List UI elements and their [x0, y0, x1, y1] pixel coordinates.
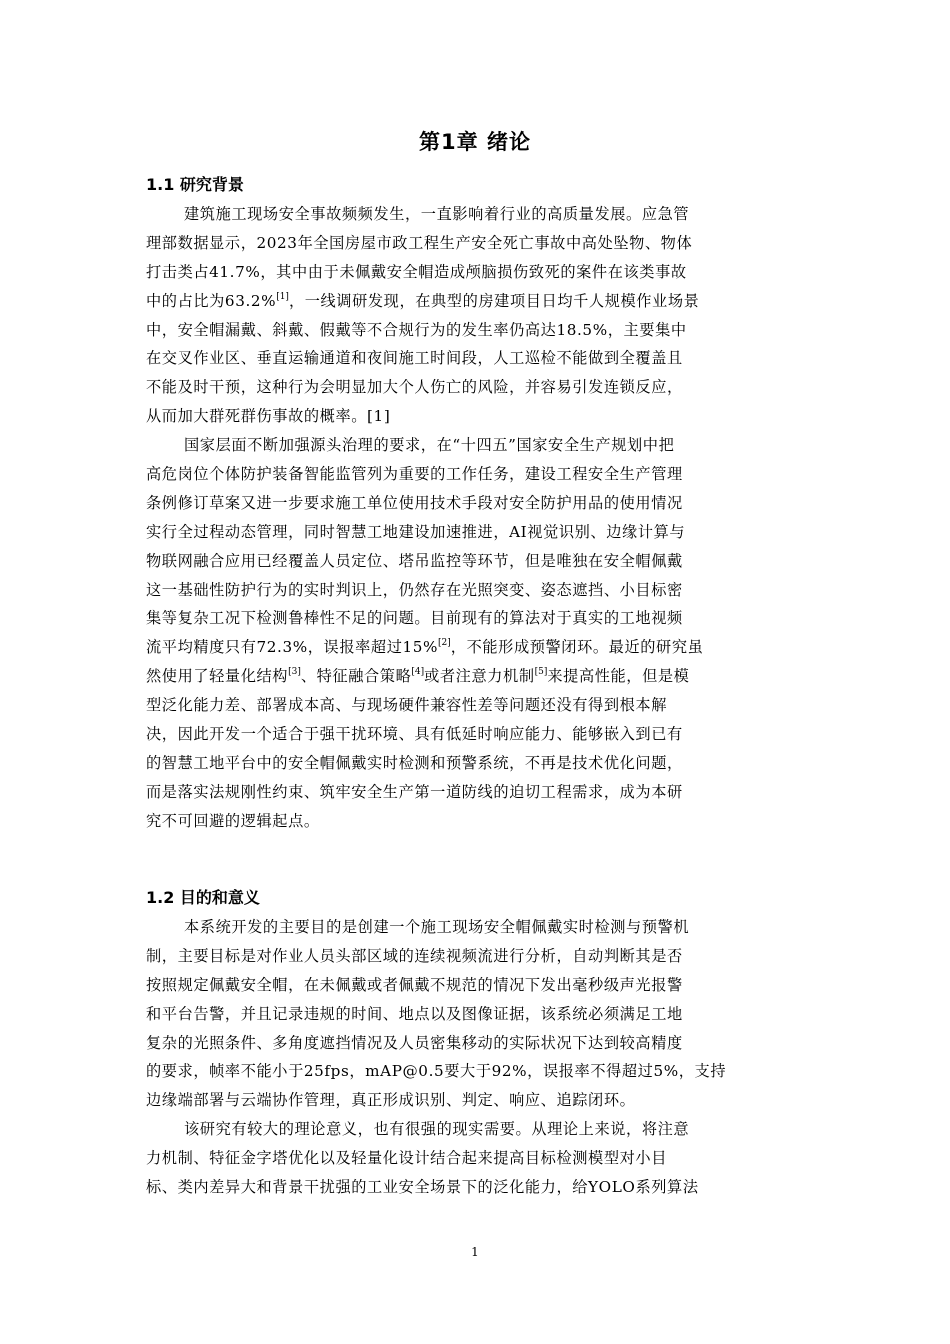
- text-line: [146, 489, 806, 518]
- text-segment: 然使用了轻量化结构: [146, 667, 289, 686]
- page-number: 1: [471, 1245, 479, 1259]
- text-segment: 而是落实法规刚性约束、筑牢安全生产第一道防线的迫切工程需求，成为本研: [146, 782, 683, 801]
- text-segment: 物联网融合应用已经覆盖人员定位、塔吊监控等环节，但是唯独在安全帽佩戴: [146, 551, 683, 570]
- text-line: [146, 518, 806, 547]
- text-segment: 复杂的光照条件、多角度遮挡情况及人员密集移动的实际状况下达到较高精度: [146, 1033, 683, 1052]
- text-segment: 本系统开发的主要目的是创建一个施工现场安全帽佩戴实时检测与预警机: [184, 918, 690, 936]
- text-segment: 理部数据显示，2023年全国房屋市政工程生产安全死亡事故中高处坠物、物体: [146, 233, 693, 252]
- text-line: [146, 691, 806, 720]
- text-line: [146, 258, 806, 287]
- text-segment: 的智慧工地平台中的安全帽佩戴实时检测和预警系统，不再是技术优化问题，: [146, 753, 683, 772]
- text-line: [146, 1029, 806, 1058]
- text-segment: ，不能形成预警闭环。最近的研究虽: [450, 638, 704, 657]
- text-line: [146, 1086, 806, 1115]
- text-segment: 的要求，帧率不能小于25fps，mAP@0.5要大于92%，误报率不得超过5%，支持: [146, 1062, 727, 1081]
- text-segment: 国家层面不断加强源头治理的要求，在“十四五”国家安全生产规划中把: [184, 436, 675, 455]
- text-line: [146, 1057, 806, 1086]
- text-line: [146, 913, 806, 942]
- text-line: [146, 662, 806, 691]
- text-segment: 不能及时干预，这种行为会明显加大个人伤亡的风险，并容易引发连锁反应，: [146, 378, 683, 397]
- text-segment: 这一基础性防护行为的实时判识上，仍然存在光照突变、姿态遮挡、小目标密: [146, 580, 683, 599]
- text-segment: 型泛化能力差、部署成本高、与现场硬件兼容性差等问题还没有得到根本解: [146, 696, 667, 715]
- section-heading-research-background: 1.1 研究背景: [146, 175, 244, 194]
- text-segment: 和平台告警，并且记录违规的时间、地点以及图像证据，该系统必须满足工地: [146, 1004, 683, 1023]
- text-line: [146, 229, 806, 258]
- text-line: [146, 604, 806, 633]
- text-segment: 来提高性能，但是模: [547, 667, 690, 686]
- text-line: [146, 778, 806, 807]
- paragraph: [146, 200, 806, 431]
- text-segment: 决，因此开发一个适合于强干扰环境、具有低延时响应能力、能够嵌入到已有: [146, 725, 683, 744]
- citation-marker: [3]: [288, 667, 301, 678]
- text-line: [146, 200, 806, 229]
- text-segment: 条例修订草案又进一步要求施工单位使用技术手段对安全防护用品的使用情况: [146, 493, 683, 512]
- paragraph: [146, 431, 806, 835]
- section-heading-purpose-significance: 1.2 目的和意义: [146, 888, 260, 907]
- text-line: [146, 720, 806, 749]
- text-line: [146, 942, 806, 971]
- text-segment: 打击类占41.7%，其中由于未佩戴安全帽造成颅脑损伤致死的案件在该类事故: [146, 262, 687, 281]
- citation-marker: [4]: [411, 667, 425, 678]
- paragraph: [146, 913, 806, 1115]
- citation-marker: [2]: [438, 638, 451, 649]
- text-line: [146, 1000, 806, 1029]
- text-line: [146, 576, 806, 605]
- text-segment: 从而加大群死群伤事故的概率。[1]: [146, 407, 391, 426]
- text-segment: ，一线调研发现，在典型的房建项目日均千人规模作业场景: [288, 291, 700, 310]
- text-line: [146, 344, 806, 373]
- text-segment: 建筑施工现场安全事故频频发生，一直影响着行业的高质量发展。应急管: [184, 205, 690, 223]
- text-segment: 制，主要目标是对作业人员头部区域的连续视频流进行分析，自动判断其是否: [146, 946, 683, 965]
- citation-marker: [5]: [534, 667, 548, 678]
- text-line: [146, 633, 806, 662]
- text-segment: 究不可回避的逻辑起点。: [146, 811, 320, 830]
- text-segment: 、特征融合策略: [300, 667, 412, 686]
- citation-marker: [1]: [276, 291, 289, 302]
- section-body-purpose-significance: [146, 913, 806, 1202]
- text-segment: 实行全过程动态管理，同时智慧工地建设加速推进，AI视觉识别、边缘计算与: [146, 522, 686, 541]
- text-line: [146, 1173, 806, 1202]
- text-segment: 标、类内差异大和背景干扰强的工业安全场景下的泛化能力，给YOLO系列算法: [146, 1178, 699, 1197]
- text-segment: 集等复杂工况下检测鲁棒性不足的问题。目前现有的算法对于真实的工地视频: [146, 609, 683, 628]
- text-line: [146, 547, 806, 576]
- text-segment: 力机制、特征金字塔优化以及轻量化设计结合起来提高目标检测模型对小目: [146, 1149, 667, 1168]
- text-line: [146, 1144, 806, 1173]
- text-segment: 边缘端部署与云端协作管理，真正形成识别、判定、响应、追踪闭环。: [146, 1091, 636, 1110]
- text-segment: 按照规定佩戴安全帽，在未佩戴或者佩戴不规范的情况下发出毫秒级声光报警: [146, 975, 683, 994]
- text-line: [146, 460, 806, 489]
- text-line: [146, 431, 806, 460]
- text-segment: 流平均精度只有72.3%，误报率超过15%: [146, 638, 439, 657]
- text-line: [146, 373, 806, 402]
- section-body-research-background: [146, 200, 806, 836]
- chapter-title: 第1章 绪论: [419, 130, 531, 154]
- text-segment: 中，安全帽漏戴、斜戴、假戴等不合规行为的发生率仍高达18.5%，主要集中: [146, 320, 687, 339]
- text-segment: 中的占比为63.2%: [146, 291, 277, 310]
- text-line: [146, 971, 806, 1000]
- text-line: [146, 1115, 806, 1144]
- text-segment: 或者注意力机制: [424, 667, 535, 686]
- text-segment: 高危岗位个体防护装备智能监管列为重要的工作任务，建设工程安全生产管理: [146, 465, 683, 484]
- text-line: [146, 316, 806, 345]
- text-line: [146, 807, 806, 836]
- paragraph: [146, 1115, 806, 1202]
- text-line: [146, 287, 806, 316]
- text-segment: 该研究有较大的理论意义，也有很强的现实需要。从理论上来说，将注意: [184, 1120, 690, 1139]
- text-line: [146, 749, 806, 778]
- text-segment: 在交叉作业区、垂直运输通道和夜间施工时间段，人工巡检不能做到全覆盖且: [146, 349, 683, 368]
- text-line: [146, 402, 806, 431]
